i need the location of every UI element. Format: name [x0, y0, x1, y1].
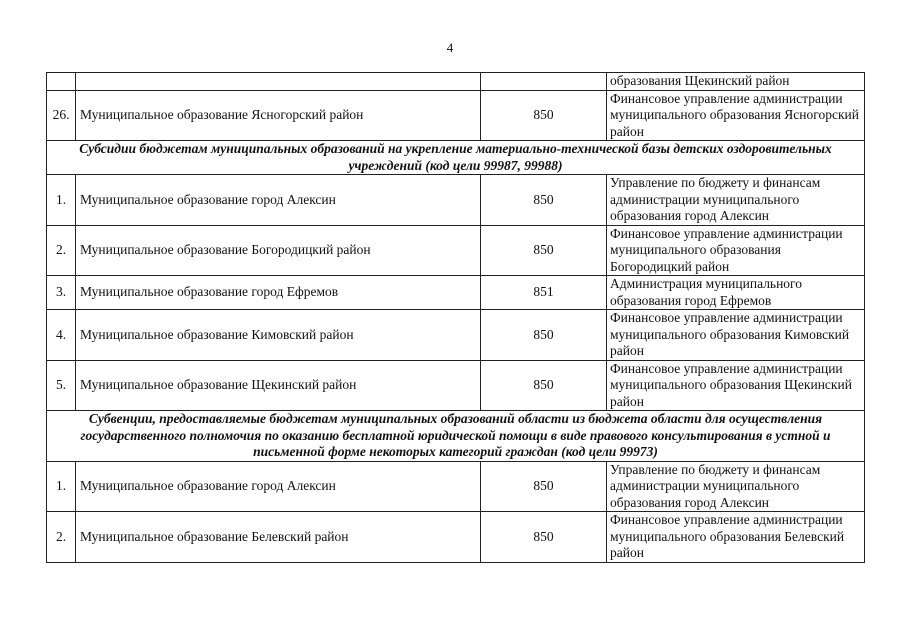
administrator-cell: Финансовое управление администрации муниципального образования Белевский район	[607, 512, 865, 563]
table-row	[47, 310, 865, 361]
row-number-cell: 4.	[47, 310, 76, 361]
code-cell: 850	[481, 512, 607, 563]
section-title: Субсидии бюджетам муниципальных образований на укрепление материально-технической базы детских оздоровительных учреждений (код цели 99987, 99988)	[47, 141, 865, 175]
administrator-cell: Управление по бюджету и финансам администрации муниципального образования город Алексин	[607, 175, 865, 226]
row-number-cell: 2.	[47, 512, 76, 563]
code-cell: 850	[481, 360, 607, 411]
table-row	[47, 276, 865, 310]
code-cell: 850	[481, 175, 607, 226]
municipality-cell: Муниципальное образование город Ефремов	[76, 276, 481, 310]
code-cell	[481, 73, 607, 91]
allocation-table	[46, 72, 865, 563]
row-number-cell: 1.	[47, 461, 76, 512]
municipality-cell: Муниципальное образование Богородицкий район	[76, 225, 481, 276]
row-number-cell: 26.	[47, 90, 76, 141]
code-cell: 850	[481, 461, 607, 512]
municipality-cell: Муниципальное образование Белевский район	[76, 512, 481, 563]
administrator-cell: Финансовое управление администрации муниципального образования Кимовский район	[607, 310, 865, 361]
row-number-cell	[47, 73, 76, 91]
administrator-cell: Финансовое управление администрации муниципального образования Богородицкий район	[607, 225, 865, 276]
table-row-continuation	[47, 73, 865, 91]
table-row	[47, 90, 865, 141]
table-row	[47, 512, 865, 563]
table-row	[47, 461, 865, 512]
administrator-cell: Администрация муниципального образования город Ефремов	[607, 276, 865, 310]
row-number-cell: 3.	[47, 276, 76, 310]
code-cell: 851	[481, 276, 607, 310]
table-row	[47, 360, 865, 411]
administrator-cell: Финансовое управление администрации муниципального образования Щекинский район	[607, 360, 865, 411]
administrator-cell: Управление по бюджету и финансам администрации муниципального образования город Алексин	[607, 461, 865, 512]
section-header-row	[47, 411, 865, 462]
administrator-cell: Финансовое управление администрации муниципального образования Ясногорский район	[607, 90, 865, 141]
municipality-cell: Муниципальное образование Щекинский район	[76, 360, 481, 411]
row-number-cell: 1.	[47, 175, 76, 226]
table-row	[47, 225, 865, 276]
section-header-row	[47, 141, 865, 175]
table-row	[47, 175, 865, 226]
administrator-cell: образования Щекинский район	[607, 73, 865, 91]
municipality-cell	[76, 73, 481, 91]
municipality-cell: Муниципальное образование Кимовский район	[76, 310, 481, 361]
page-number: 4	[446, 40, 454, 55]
row-number-cell: 5.	[47, 360, 76, 411]
row-number-cell: 2.	[47, 225, 76, 276]
code-cell: 850	[481, 225, 607, 276]
municipality-cell: Муниципальное образование Ясногорский район	[76, 90, 481, 141]
section-title: Субвенции, предоставляемые бюджетам муниципальных образований области из бюджета области для осуществления государственного полномочия по оказанию бесплатной юридической помощи в виде правового консультирования в устной и письменной форме некоторых категорий граждан (код цели 99973)	[47, 411, 865, 462]
municipality-cell: Муниципальное образование город Алексин	[76, 175, 481, 226]
code-cell: 850	[481, 310, 607, 361]
municipality-cell: Муниципальное образование город Алексин	[76, 461, 481, 512]
code-cell: 850	[481, 90, 607, 141]
